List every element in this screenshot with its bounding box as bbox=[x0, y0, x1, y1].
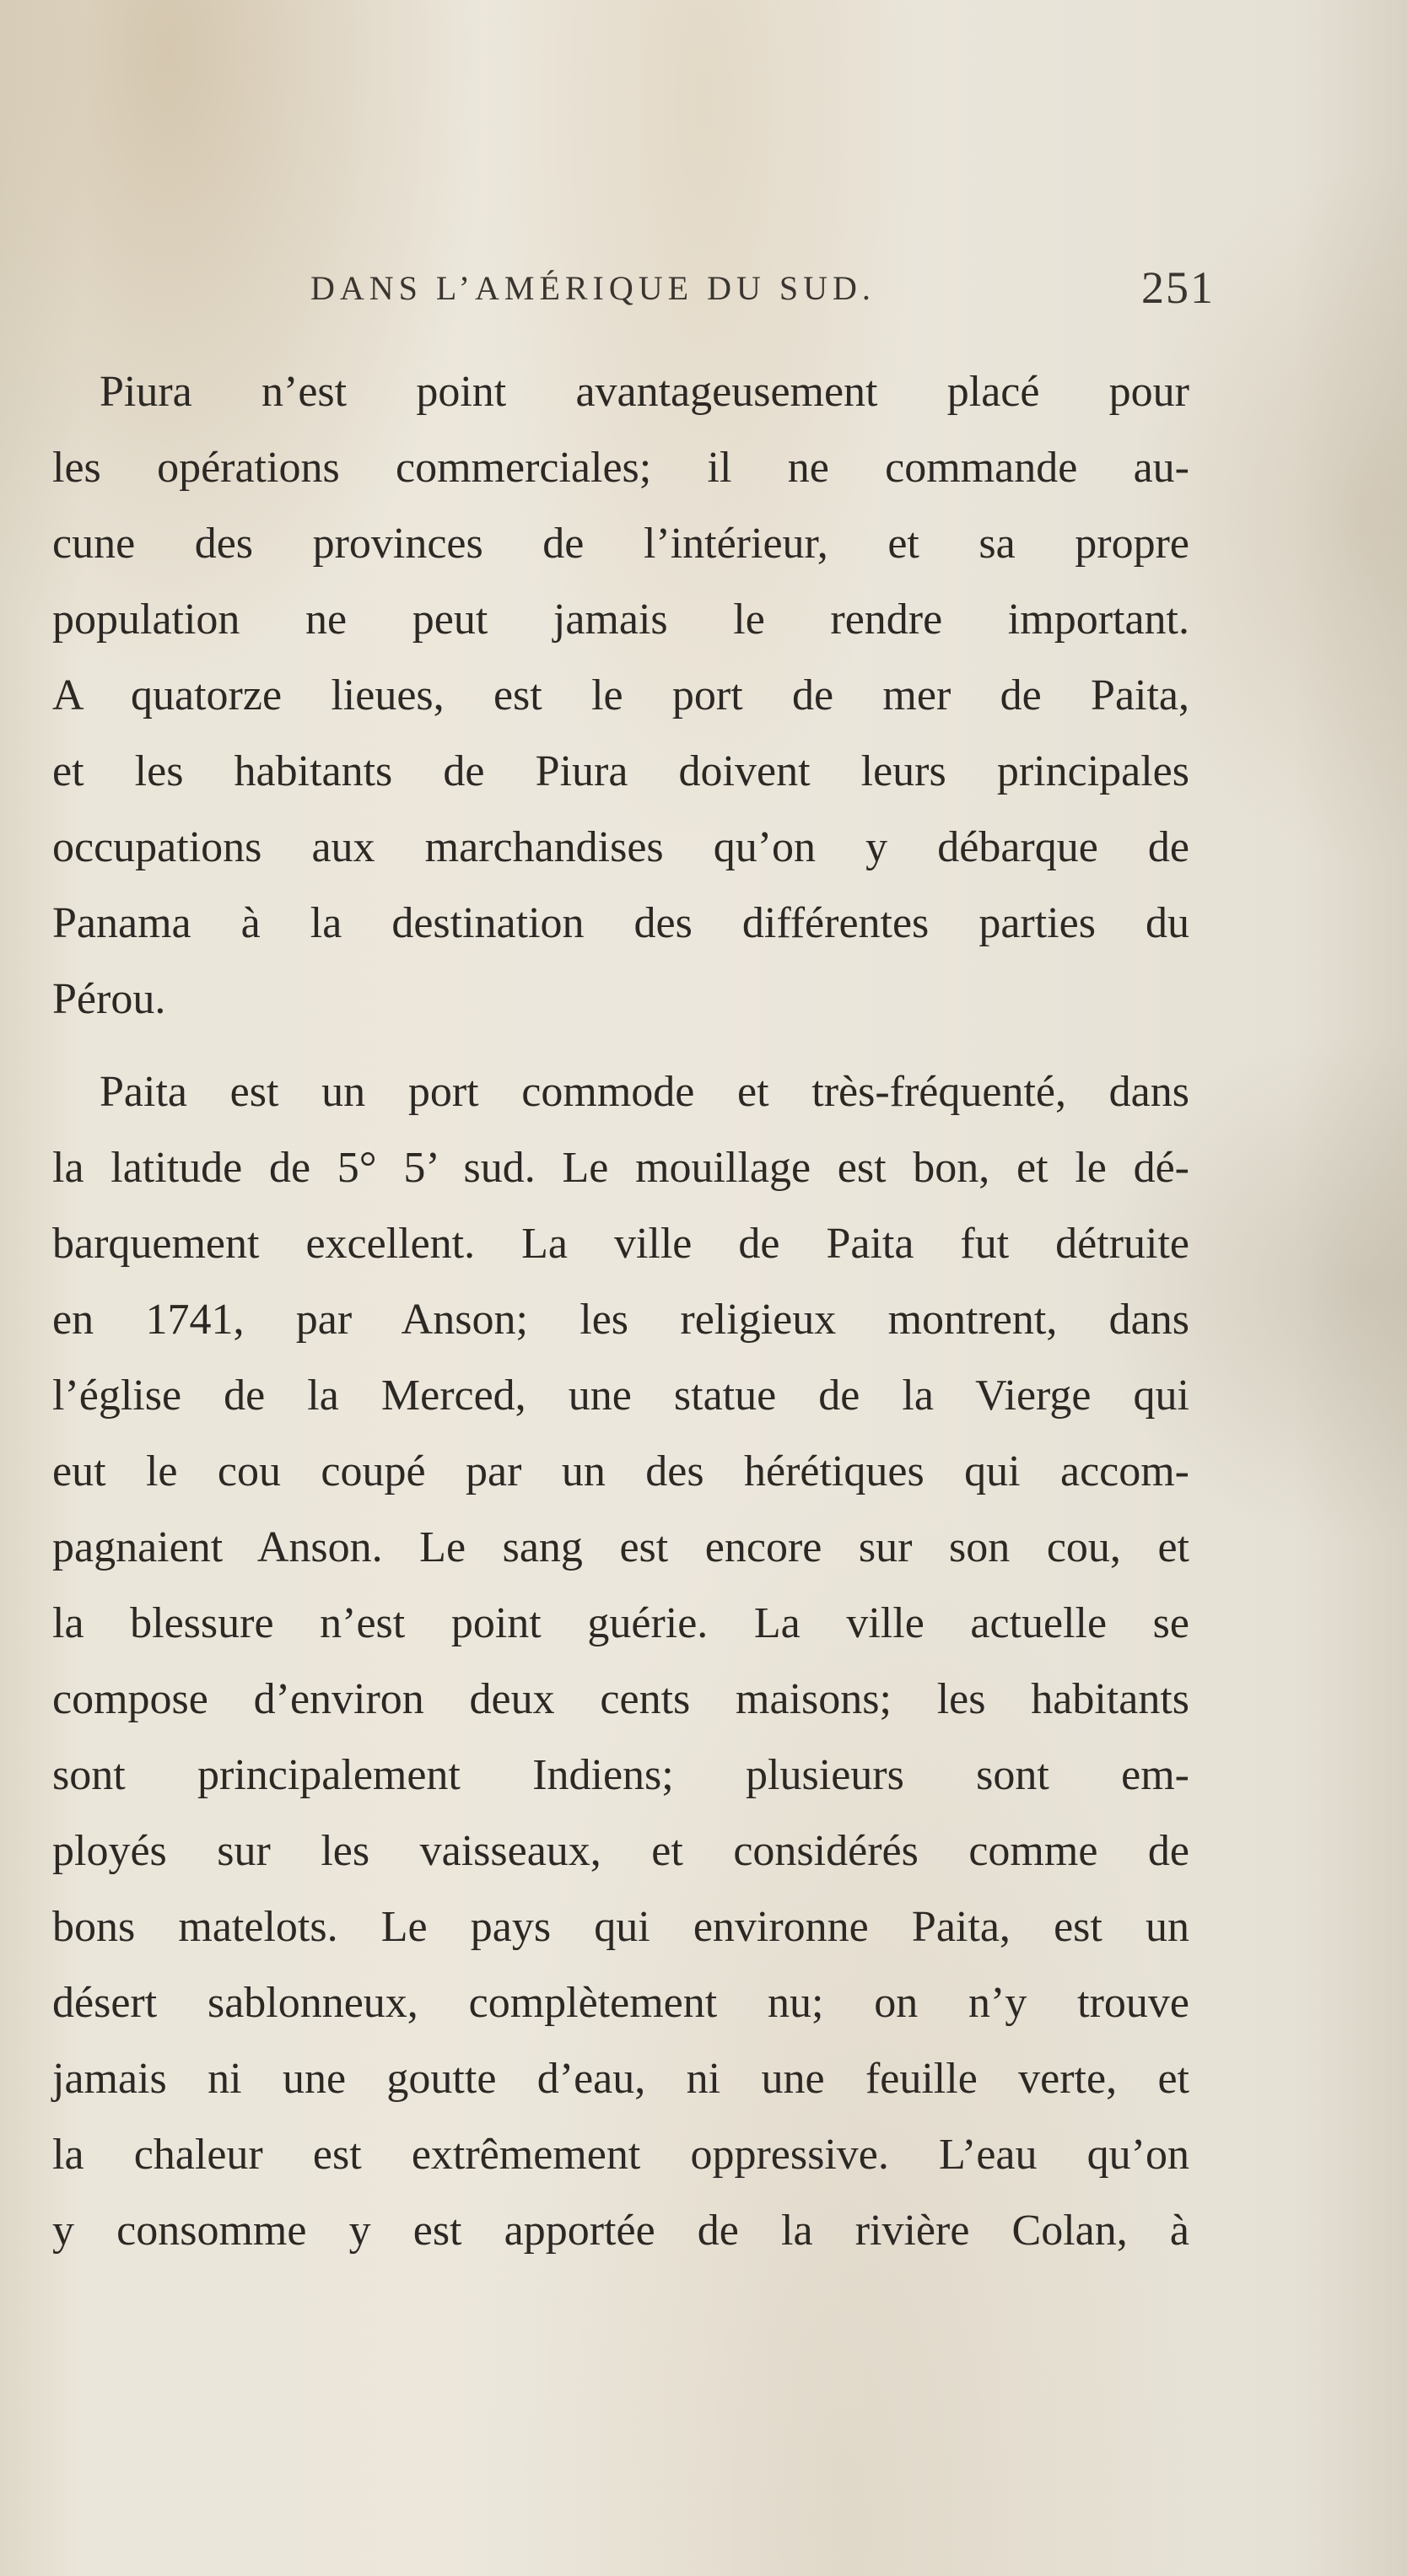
text-line: l’église de la Merced, une statue de la Vierge qui bbox=[52, 1372, 1189, 1420]
text-line: jamais ni une goutte d’eau, ni une feuille verte, et bbox=[52, 2055, 1189, 2103]
paragraph-paita bbox=[52, 1054, 1189, 2269]
text-line: les opérations commerciales; il ne commande au- bbox=[52, 444, 1189, 492]
text-line: cune des provinces de l’intérieur, et sa propre bbox=[52, 520, 1189, 568]
text-line: pagnaient Anson. Le sang est encore sur son cou, et bbox=[52, 1523, 1189, 1571]
text-line: en 1741, par Anson; les religieux montrent, dans bbox=[52, 1296, 1189, 1344]
text-line: Paita est un port commode et très-fréquenté, dans bbox=[100, 1068, 1189, 1116]
text-line: la chaleur est extrêmement oppressive. L’eau qu’on bbox=[52, 2131, 1189, 2179]
text-line: population ne peut jamais le rendre important. bbox=[52, 595, 1189, 644]
text-line: ployés sur les vaisseaux, et considérés comme de bbox=[52, 1827, 1189, 1875]
text-line: Panama à la destination des différentes parties du bbox=[52, 899, 1189, 947]
text-line: A quatorze lieues, est le port de mer de Paita, bbox=[52, 671, 1189, 719]
text-line: eut le cou coupé par un des hérétiques qui accom- bbox=[52, 1447, 1189, 1495]
text-line: sont principalement Indiens; plusieurs sont em- bbox=[52, 1751, 1189, 1799]
text-line: et les habitants de Piura doivent leurs principales bbox=[52, 747, 1189, 795]
body-text bbox=[52, 354, 1189, 2269]
running-title: DANS L’AMÉRIQUE DU SUD. bbox=[310, 269, 876, 307]
text-line: désert sablonneux, complètement nu; on n’y trouve bbox=[52, 1979, 1189, 2027]
page-number: 251 bbox=[1141, 262, 1215, 313]
text-line: compose d’environ deux cents maisons; les habitants bbox=[52, 1675, 1189, 1723]
text-line: barquement excellent. La ville de Paita fut détruite bbox=[52, 1220, 1189, 1268]
text-line: la blessure n’est point guérie. La ville actuelle se bbox=[52, 1599, 1189, 1647]
text-line: y consomme y est apportée de la rivière Colan, à bbox=[52, 2207, 1189, 2255]
running-head bbox=[51, 262, 1215, 319]
text-line: Pérou. bbox=[52, 975, 166, 1023]
text-line: occupations aux marchandises qu’on y débarque de bbox=[52, 823, 1189, 871]
text-line: Piura n’est point avantageusement placé pour bbox=[100, 368, 1189, 416]
text-line: bons matelots. Le pays qui environne Paita, est un bbox=[52, 1903, 1189, 1951]
text-line: la latitude de 5° 5’ sud. Le mouillage est bon, et le dé- bbox=[52, 1144, 1189, 1192]
paragraph-piura bbox=[52, 354, 1189, 1037]
